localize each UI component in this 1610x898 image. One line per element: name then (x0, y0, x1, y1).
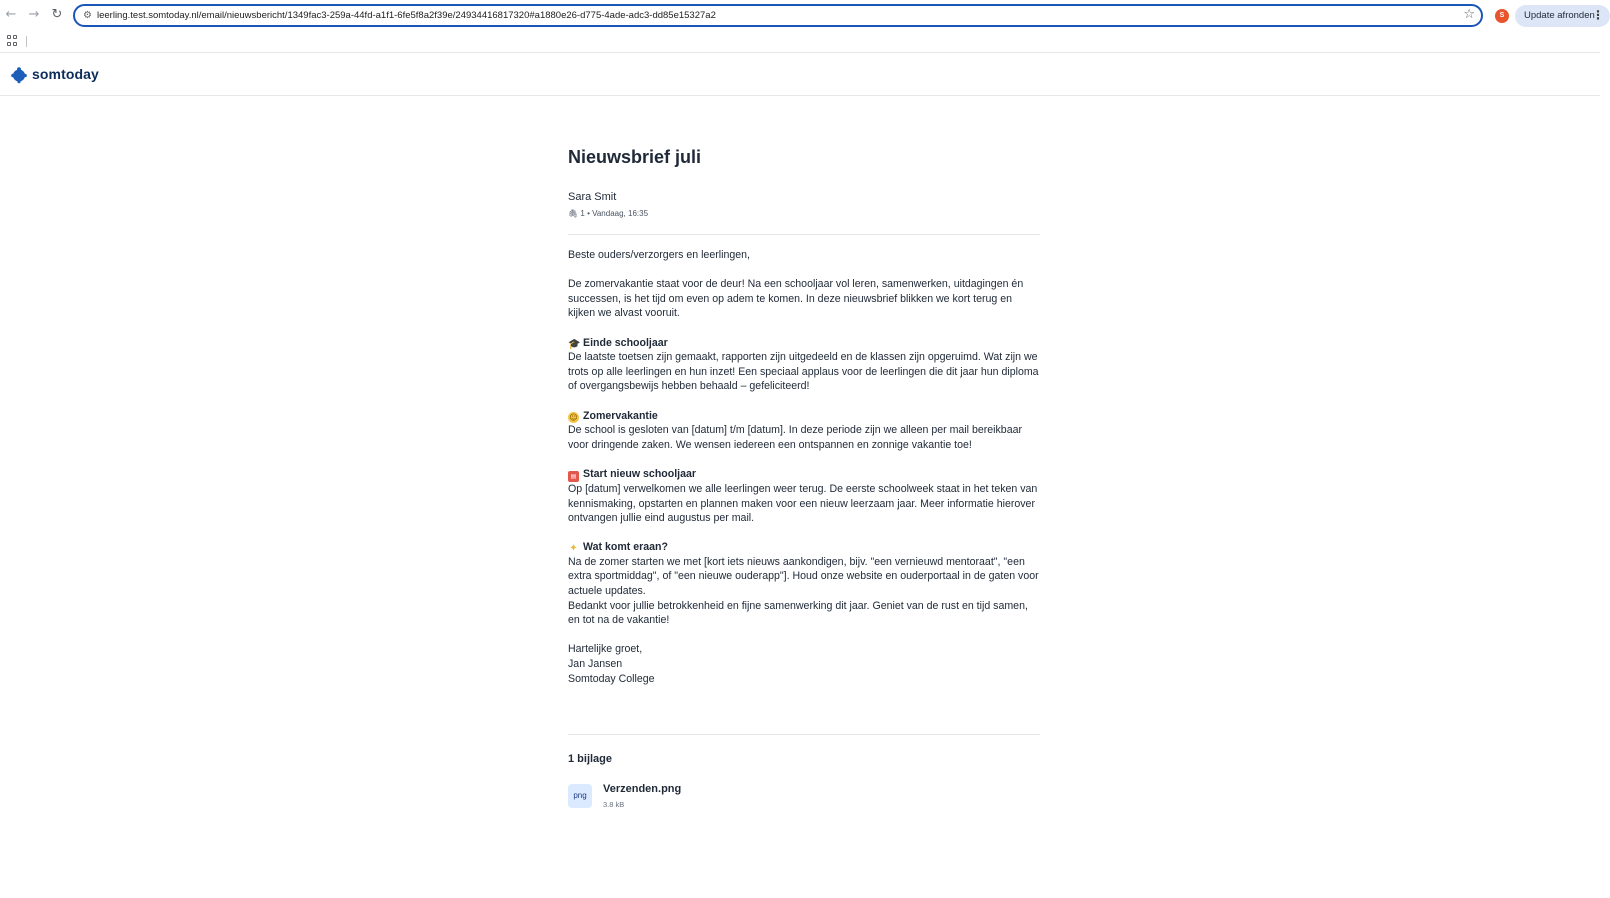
update-button[interactable]: Update afronden (1515, 5, 1610, 27)
section-einde-schooljaar (568, 336, 1040, 394)
section-text: De laatste toetsen zijn gemaakt, rapporten zijn uitgedeeld en de klassen zijn opgeruimd. Wat zijn we trots op alle leerlingen en hun inzet! Een speciaal applaus voor de leerlingen die dit jaar hun diploma of overgangsbewijs hebben behaald – gefeliciteerd! (568, 351, 1039, 393)
message-meta (568, 208, 648, 219)
attachments-heading: 1 bijlage (568, 753, 613, 765)
section-wat-komt-eraan (568, 540, 1040, 628)
reload-icon[interactable]: ↻ (51, 7, 63, 22)
section-text: Na de zomer starten we met [kort iets nieuws aankondigen, bijv. "een vernieuwd mentoraat", "een extra sportmiddag", of "een nieuwe ouderapp"]. Houd onze website en ouderportaal in de gaten voor actuele updates. (568, 555, 1039, 598)
signature-org: Somtoday College (568, 672, 655, 685)
attachments-divider (568, 734, 1040, 735)
profile-avatar[interactable]: S (1495, 9, 1509, 23)
attachment-item[interactable] (568, 782, 868, 810)
png-file-icon[interactable]: png (568, 784, 592, 808)
calendar-icon: ▤ (568, 471, 579, 482)
attachment-count: 1 (580, 209, 585, 218)
star-icon[interactable]: ☆ (1463, 7, 1475, 22)
header-divider (568, 234, 1040, 235)
attachment-name[interactable]: Verzenden.png (603, 783, 682, 795)
sender-name: Sara Smit (568, 191, 617, 203)
section-title: Einde schooljaar (583, 336, 668, 349)
meta-separator: • (587, 209, 593, 218)
app-header (0, 53, 1600, 96)
attachment-size: 3.8 kB (603, 800, 625, 809)
message-body (568, 248, 1040, 701)
menu-dots-icon[interactable]: ⋮ (1592, 8, 1604, 22)
address-bar[interactable] (73, 4, 1483, 27)
section-start-nieuw-schooljaar (568, 467, 1040, 526)
signature (568, 642, 1040, 686)
graduation-cap-icon: 🎓 (568, 338, 581, 350)
message-title: Nieuwsbrief juli (568, 147, 702, 167)
intro-paragraph: De zomervakantie staat voor de deur! Na een schooljaar vol leren, samenwerken, uitdagingen én successen, is het tijd om even op adem te komen. In deze nieuwsbrief blikken we kort terug en kijken we alvast vooruit. (568, 278, 1024, 320)
section-text: De school is gesloten van [datum] t/m [datum]. In deze periode zijn we alleen per mail bereikbaar voor dringende zaken. We wensen iedereen een ontspannen en zonnige vakantie toe! (568, 424, 1023, 451)
browser-toolbar (0, 0, 1604, 31)
bookmarks-bar (0, 31, 1600, 53)
thanks-text: Bedankt voor jullie betrokkenheid en fijne samenwerking dit jaar. Geniet van de rust en tijd samen, en tot na de vakantie! (568, 599, 1028, 627)
section-title: Wat komt eraan? (583, 541, 668, 554)
closing: Hartelijke groet, (568, 643, 643, 656)
site-settings-icon[interactable]: ⚙ (83, 10, 92, 21)
smiling-face-icon: ☺ (569, 412, 578, 422)
section-title: Zomervakantie (583, 409, 658, 422)
greeting: Beste ouders/verzorgers en leerlingen, (568, 249, 750, 261)
paperclip-icon: 🖇 (568, 209, 579, 218)
section-text: Op [datum] verwelkomen we alle leerlingen weer terug. De eerste schoolweek staat in het teken van kennismaking, opstarten en plannen maken voor een nieuw leerzaam jaar. Meer informatie hierover ontvangen jullie eind augustus per mail. (568, 482, 1038, 525)
signature-name: Jan Jansen (568, 658, 623, 671)
somtoday-logo-icon[interactable] (11, 67, 27, 83)
message-timestamp: Vandaag, 16:35 (592, 209, 649, 218)
somtoday-logo-text[interactable]: somtoday (32, 66, 99, 82)
back-arrow-icon[interactable]: ← (5, 7, 17, 22)
section-zomervakantie (568, 409, 1040, 453)
light-bulb-icon: ✦ (569, 543, 578, 555)
url-text[interactable]: leerling.test.somtoday.nl/email/nieuwsbericht/1349fac3-259a-44fd-a1f1-6fe5f8a2f39e/24934416817320#a1880e26-d775-4ade-adc3-dd85e15327a2 (97, 10, 716, 21)
section-title: Start nieuw schooljaar (583, 467, 697, 480)
forward-arrow-icon[interactable]: → (28, 7, 40, 22)
bookmarks-divider (26, 36, 27, 47)
apps-grid-icon[interactable] (7, 35, 18, 46)
